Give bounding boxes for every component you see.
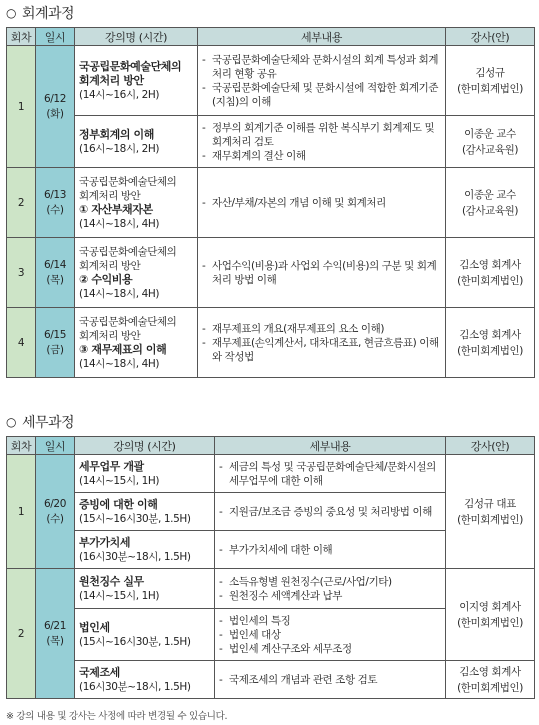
list-item: - 재무제표의 개요(재무제표의 요소 이해) (202, 322, 385, 335)
lecture-cell: 국공립문화예술단체의 회계처리 방안 ② 수익비용 (14시~18시, 4H) (75, 238, 198, 308)
details-cell (198, 116, 446, 168)
date-cell: 6/21 (목) (36, 569, 75, 699)
list-item: - 국공립문화예술단체 및 문화시설에 적합한 회계기준(지침)의 이해 (202, 81, 439, 108)
details-cell (198, 238, 446, 308)
details-cell (198, 308, 446, 378)
lecture-title: 세무업무 개괄 (79, 459, 144, 473)
lecture-title: 국제조세 (79, 665, 120, 679)
instructor-cell: 이종운 교수 (감사교육원) (446, 168, 535, 238)
lecture-cell (75, 569, 215, 609)
details-cell (215, 569, 446, 609)
header-lecture: 강의명 (시간) (75, 437, 215, 455)
table-header-row (7, 28, 535, 46)
lecture-title: 증빙에 대한 이해 (79, 497, 158, 511)
instructor-cell: 이지영 회계사 (한미회계법인) (446, 569, 535, 661)
table-row (7, 661, 535, 699)
lecture-cell (75, 661, 215, 699)
header-details: 세부내용 (215, 437, 446, 455)
date-cell: 6/13 (수) (36, 168, 75, 238)
details-cell (215, 661, 446, 699)
details-cell (215, 493, 446, 531)
circle-bullet-icon: ○ (6, 6, 16, 20)
round-number: 3 (7, 238, 36, 308)
details-cell (198, 46, 446, 116)
lecture-title: 부가가치세 (79, 535, 131, 549)
section-title-text: 세무과정 (21, 415, 75, 431)
list-item: - 세금의 특성 및 국공립문화예술단체/문화시설의 세무업무에 대한 이해 (219, 460, 436, 487)
lecture-title: 원천징수 실무 (79, 574, 144, 588)
lecture-time: (14시~18시, 4H) (79, 287, 160, 300)
date: 6/12 (44, 92, 66, 105)
instructor-cell: 김성규 대표 (한미회계법인) (446, 455, 535, 569)
header-instructor: 강사(안) (446, 28, 535, 46)
lecture-title: 국공립문화예술단체의 (79, 59, 182, 73)
round-number: 1 (7, 455, 36, 569)
header-date: 일시 (36, 437, 75, 455)
list-item: - 자산/부채/자본의 개념 이해 및 회계처리 (202, 196, 386, 209)
list-item: - 재무제표(손익계산서, 대차대조표, 현금흐름표) 이해와 작성법 (202, 336, 439, 363)
table-row (7, 308, 535, 378)
section-title-text: 회계과정 (21, 6, 75, 22)
lecture-time: (16시30분~18시, 1.5H) (79, 680, 191, 693)
lecture-cell (75, 493, 215, 531)
section-title-accounting (6, 3, 74, 23)
instructor-cell: 김소영 회계사 (한미회계법인) (446, 238, 535, 308)
list-item: - 사업수익(비용)과 사업외 수익(비용)의 구분 및 회계처리 방법 이해 (202, 259, 437, 286)
instructor-cell: 김성규 (한미회계법인) (446, 46, 535, 116)
list-item: - 부가가치세에 대한 이해 (219, 543, 333, 556)
details-cell (198, 168, 446, 238)
lecture-time: (16시30분~18시, 1.5H) (79, 550, 191, 563)
lecture-time: (14시~16시, 2H) (79, 88, 160, 101)
list-item: - 법인세 대상 (219, 628, 281, 641)
section-title-tax (6, 412, 74, 432)
circle-bullet-icon: ○ (6, 415, 16, 429)
weekday: (화) (46, 107, 64, 120)
header-lecture: 강의명 (시간) (75, 28, 198, 46)
lecture-time: (15시~16시30분, 1.5H) (79, 512, 191, 525)
lecture-time: (15시~16시30분, 1.5H) (79, 635, 191, 648)
details-cell (215, 609, 446, 661)
date-cell: 6/14 (목) (36, 238, 75, 308)
date-cell (36, 46, 75, 168)
table-row (7, 168, 535, 238)
header-details: 세부내용 (198, 28, 446, 46)
list-item: - 지원금/보조금 증빙의 중요성 및 처리방법 이해 (219, 505, 432, 518)
list-item: - 국제조세의 개념과 관련 조항 검토 (219, 673, 378, 686)
list-item: - 소득유형별 원천징수(근로/사업/기타) (219, 575, 392, 588)
table-row (7, 455, 535, 493)
lecture-cell: 국공립문화예술단체의 회계처리 방안 ① 자산부채자본 (14시~18시, 4H) (75, 168, 198, 238)
lecture-title: ② 수익비용 (79, 272, 133, 286)
footnote: ※ 강의 내용 및 강사는 사정에 따라 변경될 수 있습니다. (6, 711, 228, 722)
header-instructor: 강사(안) (446, 437, 535, 455)
lecture-time: (14시~15시, 1H) (79, 474, 160, 487)
details-cell (215, 455, 446, 493)
lecture-time: (14시~15시, 1H) (79, 589, 160, 602)
table-row (7, 569, 535, 609)
table-row (7, 116, 535, 168)
lecture-cell (75, 609, 215, 661)
instructor-cell: 김소영 회계사 (한미회계법인) (446, 661, 535, 699)
lecture-cell (75, 455, 215, 493)
round-number: 2 (7, 168, 36, 238)
lecture-title: ③ 재무제표의 이해 (79, 342, 167, 356)
lecture-time: (16시~18시, 2H) (79, 142, 160, 155)
accounting-schedule-table (6, 27, 535, 378)
lecture-title: 정부회계의 이해 (79, 127, 155, 141)
table-row (7, 46, 535, 116)
tax-schedule-table (6, 436, 535, 699)
lecture-cell (75, 116, 198, 168)
lecture-title: ① 자산부채자본 (79, 202, 153, 216)
lecture-cell (75, 46, 198, 116)
header-round: 회차 (7, 437, 36, 455)
lecture-cell (75, 531, 215, 569)
table-header-row (7, 437, 535, 455)
instructor-cell: 김소영 회계사 (한미회계법인) (446, 308, 535, 378)
lecture-time: (14시~18시, 4H) (79, 357, 160, 370)
lecture-title: 법인세 (79, 620, 110, 634)
round-number: 2 (7, 569, 36, 699)
instructor-cell: 이종운 교수 (감사교육원) (446, 116, 535, 168)
list-item: - 원천징수 세액계산과 납부 (219, 589, 343, 602)
details-cell (215, 531, 446, 569)
date-cell: 6/15 (금) (36, 308, 75, 378)
date-cell: 6/20 (수) (36, 455, 75, 569)
list-item: - 국공립문화예술단체와 문화시설의 회계 특성과 회계처리 현황 공유 (202, 53, 439, 80)
round-number: 4 (7, 308, 36, 378)
header-round: 회차 (7, 28, 36, 46)
table-row (7, 238, 535, 308)
list-item: - 재무회계의 결산 이해 (202, 149, 306, 162)
header-date: 일시 (36, 28, 75, 46)
lecture-title: 회계처리 방안 (79, 73, 144, 87)
lecture-time: (14시~18시, 4H) (79, 217, 160, 230)
round-number: 1 (7, 46, 36, 168)
lecture-cell: 국공립문화예술단체의 회계처리 방안 ③ 재무제표의 이해 (14시~18시, 4H) (75, 308, 198, 378)
list-item: - 법인세의 특징 (219, 614, 291, 627)
list-item: - 법인세 계산구조와 세무조정 (219, 642, 352, 655)
list-item: - 정부의 회계기준 이해를 위한 복식부기 회계제도 및 회계처리 검토 (202, 121, 435, 148)
